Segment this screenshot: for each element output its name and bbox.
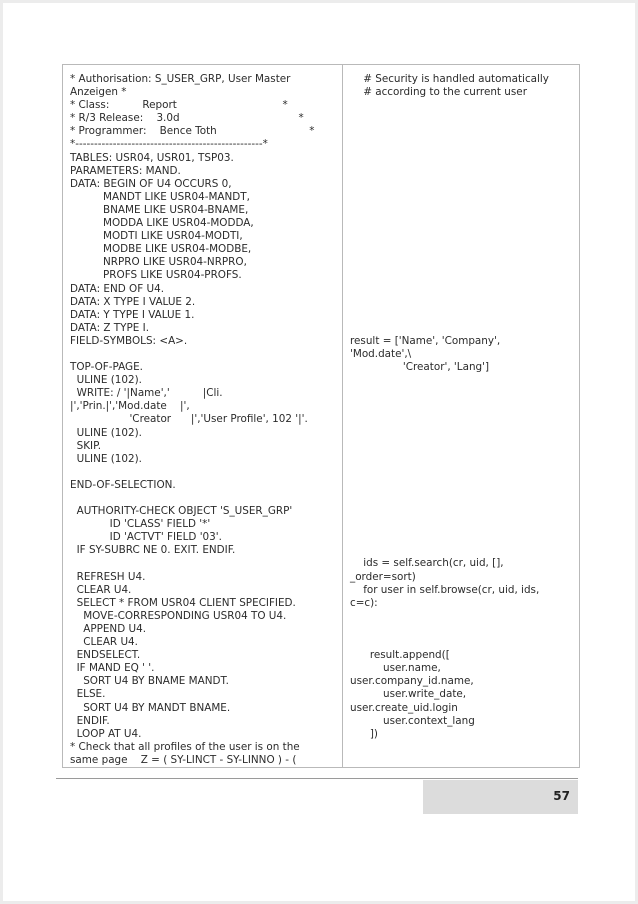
python-code-line [350,309,575,322]
python-code-line [350,191,575,204]
abap-code-line: DATA: BEGIN OF U4 OCCURS 0, [70,177,232,190]
abap-code-line: SELECT * FROM USR04 CLIENT SPECIFIED. [70,596,296,609]
python-code-line: _order=sort) [350,570,416,583]
abap-code-line: ENDIF. [70,714,110,727]
python-code-line: ids = self.search(cr, uid, [], [350,557,504,570]
python-code-line [350,138,575,151]
abap-code-line: SORT U4 BY MANDT BNAME. [70,701,231,714]
python-code-line: # according to the current user [350,86,527,99]
python-code-line [350,479,575,492]
python-code-line [350,636,575,649]
abap-code-line: PARAMETERS: MAND. [70,164,181,177]
python-code-line [350,178,575,191]
python-code-line [350,544,575,557]
abap-code-line: MODBE LIKE USR04-MODBE, [70,243,252,256]
abap-code-line: WRITE: / '|Name',' |Cli. [70,387,223,400]
abap-code-line: ULINE (102). [70,452,142,465]
python-code-line [350,230,575,243]
footer-rule [56,778,578,779]
abap-code-line: same page Z = ( SY-LINCT - SY-LINNO ) - ( [70,753,297,766]
python-code-line [350,125,575,138]
python-code-line: result = ['Name', 'Company', [350,334,501,347]
python-code-line [350,217,575,230]
abap-code-line: ULINE (102). [70,374,142,387]
abap-code-line: Anzeigen * [70,86,127,99]
abap-code-line: DATA: Y TYPE I VALUE 1. [70,308,195,321]
abap-code-line: CLEAR U4. [70,636,138,649]
python-code-line [350,453,575,466]
abap-code-line: DATA: X TYPE I VALUE 2. [70,295,196,308]
python-code-line: user.company_id.name, [350,675,474,688]
abap-code-line: TABLES: USR04, USR01, TSP03. [70,151,234,164]
python-code-line: result.append([ [350,649,450,662]
python-code-line [350,531,575,544]
abap-code-line: END-OF-SELECTION. [70,478,176,491]
abap-code-line: * Class: Report * [70,99,288,112]
abap-code-line: * Programmer: Bence Toth * [70,125,315,138]
abap-code-line [70,557,338,570]
python-code-line [350,440,575,453]
abap-code-line: BNAME LIKE USR04-BNAME, [70,203,249,216]
python-code-line [350,165,575,178]
python-code-line [350,518,575,531]
page-number-box [423,780,578,814]
python-code-line [350,269,575,282]
python-code-line [350,400,575,413]
abap-code-line: DATA: Z TYPE I. [70,321,150,334]
abap-code-line: LOOP AT U4. [70,727,142,740]
python-code-line: user.create_uid.login [350,701,458,714]
python-code-line [350,256,575,269]
python-code-line [350,413,575,426]
abap-code-line: * Authorisation: S_USER_GRP, User Master [70,73,291,85]
abap-code-line: CLEAR U4. [70,583,132,596]
abap-code-line [70,348,338,361]
page-number: 57 [553,789,570,803]
abap-code-line: * Check that all profiles of the user is on the [70,740,300,753]
abap-code-line: * R/3 Release: 3.0d * [70,112,304,125]
abap-code-line: SORT U4 BY BNAME MANDT. [70,675,229,688]
python-code-line [350,204,575,217]
abap-code-line: PROFS LIKE USR04-PROFS. [70,269,242,282]
python-code-line [350,492,575,505]
abap-code-line: IF MAND EQ ' '. [70,662,155,675]
abap-code-line: SKIP. [70,439,102,452]
python-code-line [350,427,575,440]
python-code-line [350,623,575,636]
python-code-line [350,387,575,400]
abap-code-line: DATA: END OF U4. [70,282,165,295]
abap-code-line: REFRESH U4. [70,570,146,583]
abap-code-line: MODDA LIKE USR04-MODDA, [70,217,254,230]
abap-code-line: 'Creator |','User Profile', 102 '|'. [70,413,308,426]
python-code-line [350,505,575,518]
abap-code-line: MANDT LIKE USR04-MANDT, [70,190,250,203]
python-code-line: 'Creator', 'Lang'] [350,361,490,374]
abap-code-line [70,466,338,479]
abap-code-line: ELSE. [70,688,106,701]
abap-code-line [70,492,338,505]
python-code-line [350,152,575,165]
python-code-line [350,610,575,623]
python-code-line [350,374,575,387]
python-code-line: c=c): [350,596,378,609]
abap-code-line: FIELD-SYMBOLS: <A>. [70,334,188,347]
abap-code-line: MODTI LIKE USR04-MODTI, [70,230,243,243]
python-code-line [350,322,575,335]
abap-code-line: AUTHORITY-CHECK OBJECT 'S_USER_GRP' [70,505,293,518]
python-code-line: user.write_date, [350,688,467,701]
python-code-line [350,243,575,256]
python-code-line: # Security is handled automatically [350,73,549,85]
python-code-column [344,65,579,767]
abap-code-line: ULINE (102). [70,426,142,439]
abap-code-column [63,65,343,767]
abap-code-line: NRPRO LIKE USR04-NRPRO, [70,256,247,269]
python-code-line: for user in self.browse(cr, uid, ids, [350,583,540,596]
python-code-line [350,112,575,125]
abap-code-line: |','Prin.|','Mod.date |', [70,400,190,413]
abap-code-line: MOVE-CORRESPONDING USR04 TO U4. [70,609,287,622]
abap-code-line: APPEND U4. [70,622,147,635]
python-code-line [350,99,575,112]
code-comparison-box [62,64,580,768]
abap-code-line: ID 'ACTVT' FIELD '03'. [70,531,222,544]
abap-code-line: TOP-OF-PAGE. [70,361,143,374]
abap-code-line: ENDSELECT. [70,649,141,662]
python-code-line: 'Mod.date',\ [350,347,412,360]
python-code-line: user.name, [350,662,441,675]
python-code-line: ]) [350,727,378,740]
abap-code-line: ID 'CLASS' FIELD '*' [70,518,211,531]
abap-code-line: IF SY-SUBRC NE 0. EXIT. ENDIF. [70,544,236,557]
python-code-line [350,296,575,309]
python-code-line [350,466,575,479]
abap-code-line: *--------------------------------------------------* [70,138,268,151]
python-code-line: user.context_lang [350,714,475,727]
python-code-line [350,283,575,296]
